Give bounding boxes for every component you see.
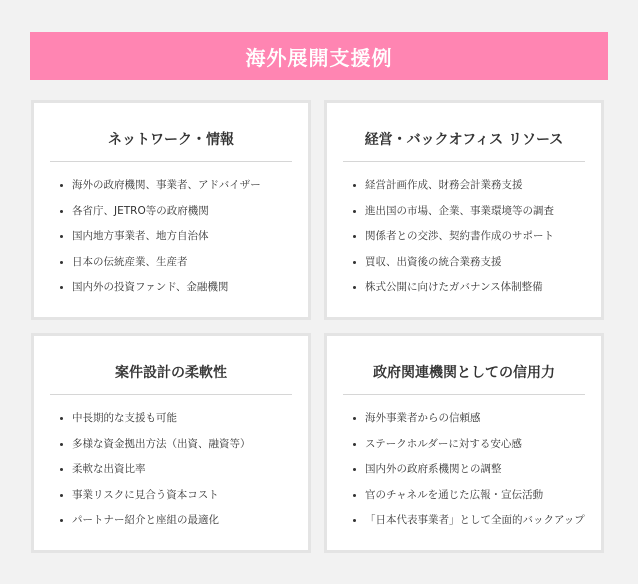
list-item <box>353 489 585 502</box>
card-title: 政府関連機関としての信用力 <box>373 365 555 381</box>
list-item <box>353 514 585 527</box>
list-item <box>353 412 585 425</box>
list-item <box>60 179 261 192</box>
card-title: 案件設計の柔軟性 <box>115 365 227 381</box>
card-network-info <box>31 100 311 320</box>
bullet-icon <box>353 519 356 522</box>
bullet-icon <box>60 210 63 213</box>
page-title: 海外展開支援例 <box>245 45 393 70</box>
bullet-icon <box>353 468 356 471</box>
list-item <box>60 230 261 243</box>
list-item <box>353 281 554 294</box>
bullet-icon <box>60 184 63 187</box>
list-item-text: 多様な資金拠出方法（出資、融資等） <box>72 437 251 450</box>
list-item <box>353 205 554 218</box>
header-banner <box>30 32 608 80</box>
list-item <box>60 489 251 502</box>
bullet-icon <box>353 210 356 213</box>
bullet-icon <box>60 261 63 264</box>
bullet-icon <box>353 443 356 446</box>
card-deal-flexibility <box>31 333 311 553</box>
list-item-text: 官のチャネルを通じた広報・宣伝活動 <box>365 488 544 501</box>
card-list <box>60 179 261 307</box>
list-item-text: 海外の政府機関、事業者、アドバイザー <box>72 179 261 191</box>
list-item-text: ステークホルダーに対する安心感 <box>365 437 522 450</box>
list-item-text: 海外事業者からの信頼感 <box>365 412 481 424</box>
card-list <box>353 412 585 540</box>
list-item-text: 経営計画作成、財務会計業務支援 <box>365 179 523 191</box>
list-item <box>353 438 585 451</box>
card-list <box>353 179 554 307</box>
list-item <box>60 256 261 269</box>
list-item-text: 各省庁、JETRO等の政府機関 <box>72 204 209 217</box>
list-item <box>60 281 261 294</box>
list-item-text: 国内外の政府系機関との調整 <box>365 463 502 475</box>
bullet-icon <box>60 468 63 471</box>
card-government-credibility <box>324 333 604 553</box>
bullet-icon <box>60 443 63 446</box>
card-management-resources <box>324 100 604 320</box>
bullet-icon <box>353 417 356 420</box>
list-item-text: 関係者との交渉、契約書作成のサポート <box>365 230 554 242</box>
list-item <box>353 256 554 269</box>
card-list <box>60 412 251 540</box>
list-item-text: 買収、出資後の統合業務支援 <box>365 255 502 268</box>
list-item <box>60 438 251 451</box>
bullet-icon <box>60 235 63 238</box>
list-item <box>353 230 554 243</box>
card-divider <box>50 161 292 162</box>
list-item-text: 国内外の投資ファンド、金融機関 <box>72 281 229 293</box>
list-item <box>353 463 585 476</box>
bullet-icon <box>60 286 63 289</box>
list-item <box>60 514 251 527</box>
bullet-icon <box>353 261 356 264</box>
bullet-icon <box>353 494 356 497</box>
list-item-text: 進出国の市場、企業、事業環境等の調査 <box>365 204 554 217</box>
list-item-text: 「日本代表事業者」として全面的バックアップ <box>365 514 585 526</box>
list-item-text: 事業リスクに見合う資本コスト <box>72 488 219 501</box>
list-item-text: パートナー紹介と座組の最適化 <box>72 514 219 526</box>
list-item <box>60 412 251 425</box>
bullet-icon <box>60 417 63 420</box>
list-item-text: 中長期的な支援も可能 <box>72 412 177 424</box>
bullet-icon <box>353 184 356 187</box>
card-divider <box>343 394 585 395</box>
bullet-icon <box>353 286 356 289</box>
card-title: ネットワーク・情報 <box>108 132 234 148</box>
list-item-text: 柔軟な出資比率 <box>72 463 146 475</box>
bullet-icon <box>353 235 356 238</box>
card-divider <box>343 161 585 162</box>
list-item-text: 日本の伝統産業、生産者 <box>72 255 188 268</box>
card-divider <box>50 394 292 395</box>
list-item-text: 国内地方事業者、地方自治体 <box>72 230 209 242</box>
list-item-text: 株式公開に向けたガバナンス体制整備 <box>365 281 543 293</box>
list-item <box>60 205 261 218</box>
list-item <box>60 463 251 476</box>
card-title: 経営・バックオフィス リソース <box>364 132 564 148</box>
list-item <box>353 179 554 192</box>
bullet-icon <box>60 519 63 522</box>
bullet-icon <box>60 494 63 497</box>
